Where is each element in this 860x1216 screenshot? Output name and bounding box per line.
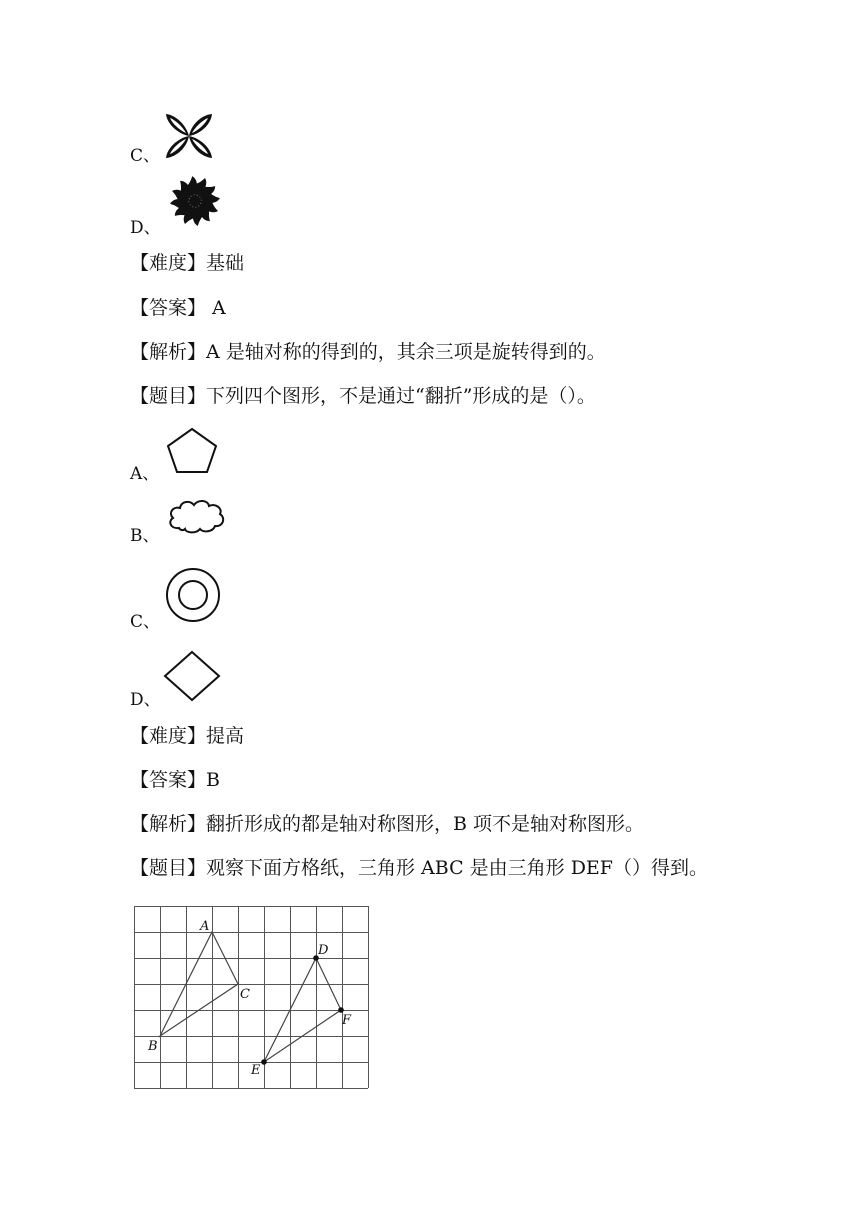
ring-icon — [164, 566, 222, 624]
option-c-label: C、 — [130, 146, 161, 166]
q2-option-a-label: A、 — [130, 464, 160, 484]
q2-question: 【题目】下列四个图形，不是通过“翻折”形成的是（）。 — [130, 385, 596, 407]
point-a-label: A — [200, 919, 210, 934]
q2-analysis: 【解析】翻折形成的都是轴对称图形，B 项不是轴对称图形。 — [130, 813, 645, 835]
four-petal-icon — [164, 112, 214, 160]
point-c-label: C — [240, 987, 250, 1002]
q2-option-b-label: B、 — [130, 526, 160, 546]
q1-difficulty: 【难度】基础 — [130, 252, 245, 274]
q1-answer: 【答案】 A — [130, 297, 226, 319]
grid-figure — [134, 904, 372, 1092]
q2-difficulty: 【难度】提高 — [130, 725, 245, 747]
q2-option-c-label: C、 — [130, 612, 161, 632]
point-e-label: E — [251, 1063, 261, 1078]
point-d-label: D — [318, 943, 329, 958]
pinwheel-icon — [166, 176, 224, 226]
q1-analysis: 【解析】A 是轴对称的得到的，其余三项是旋转得到的。 — [130, 341, 606, 363]
q3-question: 【题目】观察下面方格纸，三角形 ABC 是由三角形 DEF（）得到。 — [130, 857, 708, 879]
option-d-label: D、 — [130, 218, 161, 238]
diamond-icon — [162, 650, 222, 702]
pentagon-icon — [163, 426, 221, 476]
point-f-label: F — [342, 1013, 352, 1028]
point-b-label: B — [148, 1039, 158, 1054]
q2-option-d-label: D、 — [130, 690, 161, 710]
cloud-icon — [165, 494, 229, 538]
q2-answer: 【答案】B — [130, 769, 220, 791]
